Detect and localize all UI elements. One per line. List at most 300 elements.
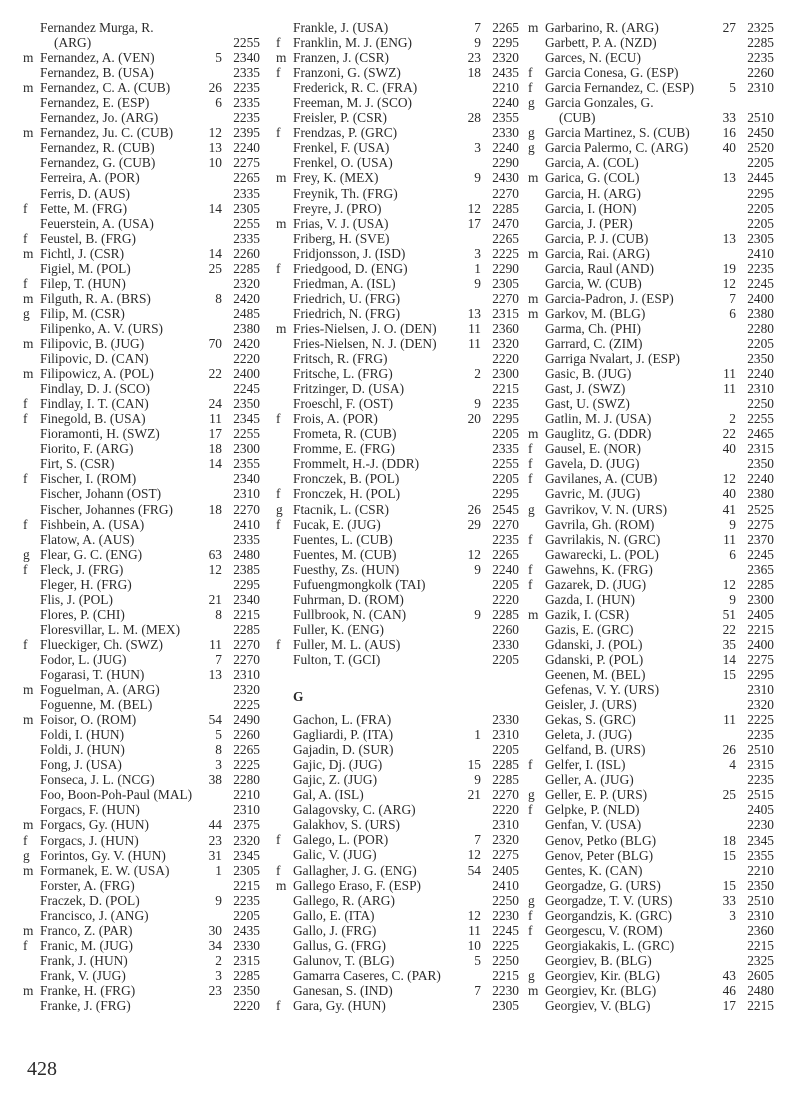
player-name: Geller, E. P. (URS) <box>545 787 648 803</box>
player-name: Gelfer, I. (ISL) <box>545 757 626 773</box>
player-name: Garcia, P. J. (CUB) <box>545 230 649 246</box>
list-item <box>276 637 519 652</box>
title-marker: f <box>528 757 533 773</box>
list-item <box>276 607 519 622</box>
rating-value: 2225 <box>233 757 260 773</box>
player-name: Friedrich, U. (FRG) <box>293 290 401 306</box>
rating-value: 2335 <box>492 441 519 457</box>
games-count: 3 <box>729 907 736 923</box>
games-count: 9 <box>474 606 481 622</box>
list-item <box>23 787 260 802</box>
list-item <box>528 426 774 441</box>
list-item <box>528 878 774 893</box>
list-item <box>528 125 774 140</box>
rating-value: 2330 <box>492 712 519 728</box>
rating-value: 2320 <box>233 832 260 848</box>
player-name: Fromme, E. (FRG) <box>293 441 395 457</box>
list-item <box>23 802 260 817</box>
title-marker: f <box>23 411 28 427</box>
rating-value: 2270 <box>233 651 260 667</box>
list-item <box>23 592 260 607</box>
games-count: 12 <box>722 576 736 592</box>
player-name: Filipowicz, A. (POL) <box>40 366 154 382</box>
list-item <box>276 261 519 276</box>
rating-value: 2255 <box>233 426 260 442</box>
title-marker: m <box>23 290 34 306</box>
player-name: Firt, S. (CSR) <box>40 456 115 472</box>
player-name: Gallus, G. (FRG) <box>293 937 386 953</box>
rating-value: 2310 <box>747 381 774 397</box>
rating-value: 2285 <box>492 757 519 773</box>
list-item <box>528 231 774 246</box>
rating-value: 2255 <box>233 35 260 51</box>
list-item <box>528 787 774 802</box>
games-count: 26 <box>208 80 222 96</box>
rating-value: 2355 <box>492 110 519 126</box>
list-item <box>276 517 519 532</box>
rating-value: 2215 <box>747 621 774 637</box>
list-item <box>528 953 774 968</box>
games-count: 9 <box>474 772 481 788</box>
games-count: 1 <box>215 862 222 878</box>
list-item <box>528 712 774 727</box>
rating-value: 2285 <box>492 200 519 216</box>
list-item <box>276 893 519 908</box>
list-item <box>528 622 774 637</box>
rating-value: 2435 <box>492 65 519 81</box>
player-name: Franco, Z. (PAR) <box>40 922 133 938</box>
list-item <box>528 321 774 336</box>
title-marker: m <box>528 305 539 321</box>
title-marker: f <box>528 561 533 577</box>
games-count: 11 <box>723 531 736 547</box>
player-name: Garriga Nvalart, J. (ESP) <box>545 351 680 367</box>
rating-value: 2230 <box>492 982 519 998</box>
games-count: 41 <box>722 501 736 517</box>
player-name: Garcia, I. (HON) <box>545 200 637 216</box>
list-item <box>528 201 774 216</box>
list-item <box>276 953 519 968</box>
player-name: Fernandez Murga, R. <box>40 20 154 35</box>
title-marker: f <box>23 230 28 246</box>
player-name: Gallagher, J. G. (ENG) <box>293 862 417 878</box>
list-item <box>23 893 260 908</box>
player-name: Frias, V. J. (USA) <box>293 215 389 231</box>
title-marker: f <box>23 275 28 291</box>
player-name: Garcia, H. (ARG) <box>545 185 641 201</box>
rating-value: 2265 <box>233 170 260 186</box>
rating-value: 2305 <box>233 200 260 216</box>
list-item <box>23 20 260 35</box>
rating-value: 2515 <box>747 787 774 803</box>
rating-value: 2295 <box>492 486 519 502</box>
list-item <box>276 321 519 336</box>
games-count: 38 <box>208 772 222 788</box>
rating-value: 2295 <box>747 667 774 683</box>
list-item <box>528 938 774 953</box>
rating-value: 2285 <box>747 35 774 51</box>
rating-value: 2335 <box>233 230 260 246</box>
rating-value: 2510 <box>747 892 774 908</box>
player-name: Galakhov, S. (URS) <box>293 817 400 833</box>
rating-value: 2370 <box>747 531 774 547</box>
list-item <box>23 246 260 261</box>
player-name: Garcia, Raul (AND) <box>545 260 654 276</box>
title-marker: g <box>528 787 535 803</box>
games-count: 27 <box>722 20 736 35</box>
games-count: 7 <box>474 832 481 848</box>
list-item <box>528 502 774 517</box>
rating-value: 2260 <box>492 621 519 637</box>
list-item <box>528 562 774 577</box>
games-count: 12 <box>467 546 481 562</box>
list-item <box>528 547 774 562</box>
player-name: Fraczek, D. (POL) <box>40 892 140 908</box>
list-item <box>276 652 519 667</box>
rating-value: 2400 <box>747 290 774 306</box>
title-marker: f <box>23 636 28 652</box>
player-name: Figiel, M. (POL) <box>40 260 131 276</box>
list-item <box>276 366 519 381</box>
list-item <box>528 577 774 592</box>
rating-value: 2340 <box>233 591 260 607</box>
list-item <box>276 351 519 366</box>
list-item <box>528 35 774 50</box>
list-item <box>528 802 774 817</box>
rating-value: 2320 <box>492 832 519 848</box>
rating-value: 2335 <box>233 531 260 547</box>
list-item <box>276 817 519 832</box>
list-item <box>528 336 774 351</box>
games-count: 20 <box>467 411 481 427</box>
rating-value: 2255 <box>492 456 519 472</box>
player-name: (CUB) <box>559 110 596 126</box>
title-marker: f <box>23 832 28 848</box>
list-item <box>528 486 774 501</box>
rating-value: 2215 <box>233 877 260 893</box>
rating-value: 2510 <box>747 110 774 126</box>
list-item <box>276 622 519 637</box>
games-count: 11 <box>723 381 736 397</box>
rating-value: 2320 <box>747 697 774 713</box>
rating-value: 2215 <box>492 381 519 397</box>
title-marker: m <box>528 606 539 622</box>
title-marker: f <box>528 531 533 547</box>
player-name: Gdanski, J. (POL) <box>545 636 643 652</box>
games-count: 1 <box>474 260 481 276</box>
player-name: Frank, V. (JUG) <box>40 967 126 983</box>
rating-value: 2240 <box>233 140 260 156</box>
list-item <box>23 833 260 848</box>
rating-value: 2285 <box>747 576 774 592</box>
title-marker: f <box>528 576 533 592</box>
rating-value: 2240 <box>492 95 519 111</box>
player-name: Fries-Nielsen, J. O. (DEN) <box>293 320 437 336</box>
list-item <box>23 441 260 456</box>
list-item <box>23 456 260 471</box>
rating-value: 2410 <box>233 516 260 532</box>
list-item <box>276 787 519 802</box>
rating-value: 2510 <box>747 742 774 758</box>
rating-value: 2245 <box>747 275 774 291</box>
rating-value: 2220 <box>492 351 519 367</box>
player-name: Flueckiger, Ch. (SWZ) <box>40 636 163 652</box>
rating-value: 2210 <box>492 80 519 96</box>
title-marker: f <box>276 862 281 878</box>
player-name: Gazarek, D. (JUG) <box>545 576 647 592</box>
rating-value: 2210 <box>233 787 260 803</box>
player-name: Ferris, D. (AUS) <box>40 185 131 201</box>
player-name: Fuentes, L. (CUB) <box>293 531 393 547</box>
title-marker: m <box>23 712 34 728</box>
player-name: Garcia, Rai. (ARG) <box>545 245 650 261</box>
rating-value: 2280 <box>233 772 260 788</box>
title-marker: g <box>528 125 535 141</box>
player-name: Fuesthy, Zs. (HUN) <box>293 561 400 577</box>
title-marker: g <box>528 967 535 983</box>
games-count: 31 <box>208 847 222 863</box>
games-count: 15 <box>722 877 736 893</box>
player-name: (ARG) <box>54 35 92 51</box>
player-name: Filipovic, D. (CAN) <box>40 351 149 367</box>
list-item <box>23 291 260 306</box>
rating-value: 2205 <box>492 471 519 487</box>
list-item <box>276 802 519 817</box>
list-item <box>276 878 519 893</box>
player-name: Foldi, I. (HUN) <box>40 727 125 743</box>
games-count: 6 <box>729 546 736 562</box>
list-item <box>276 712 519 727</box>
list-item <box>528 366 774 381</box>
player-name: Gelpke, P. (NLD) <box>545 802 640 818</box>
title-marker: m <box>23 50 34 66</box>
games-count: 12 <box>722 275 736 291</box>
rating-value: 2205 <box>747 335 774 351</box>
player-name: Fischer, I. (ROM) <box>40 471 137 487</box>
rating-value: 2235 <box>492 396 519 412</box>
player-name: Fodor, L. (JUG) <box>40 651 127 667</box>
rating-value: 2240 <box>747 471 774 487</box>
games-count: 18 <box>208 501 222 517</box>
player-name: Gekas, S. (GRC) <box>545 712 636 728</box>
list-item <box>528 667 774 682</box>
list-item <box>23 547 260 562</box>
rating-value: 2335 <box>233 95 260 111</box>
title-marker: f <box>528 922 533 938</box>
rating-value: 2240 <box>747 366 774 382</box>
player-name: Georgiev, B. (BLG) <box>545 952 652 968</box>
games-count: 11 <box>468 922 481 938</box>
list-item <box>23 742 260 757</box>
list-item <box>276 306 519 321</box>
rating-value: 2205 <box>492 576 519 592</box>
player-name: Gavela, D. (JUG) <box>545 456 640 472</box>
player-name: Fritzinger, D. (USA) <box>293 381 405 397</box>
games-count: 54 <box>208 712 222 728</box>
player-name: Galagovsky, C. (ARG) <box>293 802 416 818</box>
rating-value: 2315 <box>233 952 260 968</box>
games-count: 2 <box>474 366 481 382</box>
player-name: Finegold, B. (USA) <box>40 411 146 427</box>
list-item <box>23 817 260 832</box>
player-name: Frometa, R. (CUB) <box>293 426 397 442</box>
player-name: Fuentes, M. (CUB) <box>293 546 397 562</box>
games-count: 11 <box>468 320 481 336</box>
list-item <box>276 456 519 471</box>
list-item <box>23 532 260 547</box>
rating-value: 2270 <box>492 185 519 201</box>
player-name: Franic, M. (JUG) <box>40 937 133 953</box>
list-item <box>23 848 260 863</box>
list-item <box>528 983 774 998</box>
games-count: 29 <box>467 516 481 532</box>
rating-value: 2320 <box>492 50 519 66</box>
list-item <box>23 125 260 140</box>
player-name: Fernandez, Ju. C. (CUB) <box>40 125 174 141</box>
games-count: 17 <box>467 215 481 231</box>
games-count: 51 <box>722 606 736 622</box>
games-count: 11 <box>723 712 736 728</box>
list-item <box>276 742 519 757</box>
title-marker: f <box>528 907 533 923</box>
rating-value: 2445 <box>747 170 774 186</box>
rating-value: 2485 <box>233 305 260 321</box>
list-item <box>23 231 260 246</box>
list-item <box>276 20 519 35</box>
list-item <box>23 306 260 321</box>
player-name: Fernandez, G. (CUB) <box>40 155 156 171</box>
games-count: 9 <box>729 516 736 532</box>
list-item <box>23 652 260 667</box>
player-name: Gajic, Dj. (JUG) <box>293 757 383 773</box>
list-item <box>276 547 519 562</box>
player-name: Gawehns, K. (FRG) <box>545 561 653 577</box>
list-item <box>528 471 774 486</box>
list-item <box>23 727 260 742</box>
list-item <box>23 321 260 336</box>
player-name: Filipovic, B. (JUG) <box>40 335 145 351</box>
title-marker: f <box>528 80 533 96</box>
games-count: 22 <box>722 426 736 442</box>
rating-value: 2275 <box>747 516 774 532</box>
rating-value: 2295 <box>747 185 774 201</box>
player-name: Gazda, I. (HUN) <box>545 591 635 607</box>
rating-value: 2545 <box>492 501 519 517</box>
games-count: 6 <box>215 95 222 111</box>
games-count: 18 <box>208 441 222 457</box>
rating-value: 2355 <box>747 847 774 863</box>
rating-value: 2450 <box>747 125 774 141</box>
games-count: 3 <box>215 967 222 983</box>
list-item <box>528 697 774 712</box>
games-count: 14 <box>208 245 222 261</box>
list-item <box>276 216 519 231</box>
rating-value: 2205 <box>492 742 519 758</box>
games-count: 2 <box>215 952 222 968</box>
rating-value: 2235 <box>233 110 260 126</box>
list-item <box>23 622 260 637</box>
player-name: Fernandez, A. (VEN) <box>40 50 155 66</box>
player-name: Fullbrook, N. (CAN) <box>293 606 407 622</box>
list-item <box>23 261 260 276</box>
games-count: 43 <box>722 967 736 983</box>
games-count: 54 <box>467 862 481 878</box>
rating-value: 2315 <box>492 305 519 321</box>
games-count: 6 <box>729 305 736 321</box>
games-count: 9 <box>215 892 222 908</box>
games-count: 4 <box>729 757 736 773</box>
list-item <box>276 140 519 155</box>
player-name: Fogarasi, T. (HUN) <box>40 667 145 683</box>
player-name: Findlay, D. J. (SCO) <box>40 381 150 397</box>
player-name: Frommelt, H.-J. (DDR) <box>293 456 420 472</box>
player-name: Gavrila, Gh. (ROM) <box>545 516 655 532</box>
rating-value: 2300 <box>492 366 519 382</box>
player-name: Floresvillar, L. M. (MEX) <box>40 621 181 637</box>
player-name: Garcia, A. (COL) <box>545 155 639 171</box>
list-item <box>23 908 260 923</box>
games-count: 9 <box>474 170 481 186</box>
games-count: 12 <box>467 847 481 863</box>
player-name: Forgacs, Gy. (HUN) <box>40 817 149 833</box>
player-name: Garcia Fernandez, C. (ESP) <box>545 80 695 96</box>
list-item <box>528 893 774 908</box>
list-item <box>528 155 774 170</box>
rating-value: 2480 <box>233 546 260 562</box>
list-item <box>276 95 519 110</box>
rating-value: 2210 <box>747 862 774 878</box>
rating-value: 2265 <box>492 20 519 35</box>
rating-value: 2250 <box>492 892 519 908</box>
rating-value: 2275 <box>747 651 774 667</box>
list-item <box>276 246 519 261</box>
player-name: Fries-Nielsen, N. J. (DEN) <box>293 335 437 351</box>
games-count: 7 <box>215 651 222 667</box>
list-item <box>23 607 260 622</box>
rating-value: 2410 <box>747 245 774 261</box>
games-count: 21 <box>208 591 222 607</box>
rating-value: 2300 <box>233 441 260 457</box>
list-item <box>528 682 774 697</box>
player-name: Garcia Martinez, S. (CUB) <box>545 125 690 141</box>
rating-value: 2255 <box>233 215 260 231</box>
player-name: Georgiev, Kir. (BLG) <box>545 967 660 983</box>
rating-value: 2355 <box>233 456 260 472</box>
rating-value: 2285 <box>492 606 519 622</box>
title-marker: m <box>528 426 539 442</box>
rating-value: 2305 <box>747 230 774 246</box>
list-item <box>23 757 260 772</box>
player-name: Geller, A. (JUG) <box>545 772 634 788</box>
rating-value: 2225 <box>492 245 519 261</box>
player-name: Genfan, V. (USA) <box>545 817 642 833</box>
player-name: Garcia, W. (CUB) <box>545 275 642 291</box>
games-count: 9 <box>474 561 481 577</box>
player-name: Fritsche, L. (FRG) <box>293 366 393 382</box>
player-name: Georgadze, G. (URS) <box>545 877 661 893</box>
rating-value: 2285 <box>233 621 260 637</box>
rating-value: 2265 <box>492 546 519 562</box>
player-name: Fischer, Johannes (FRG) <box>40 501 173 517</box>
list-item <box>23 155 260 170</box>
player-name: Gazik, I. (CSR) <box>545 606 630 622</box>
list-item <box>23 381 260 396</box>
rating-value: 2345 <box>747 832 774 848</box>
player-name: Fischer, Johann (OST) <box>40 486 162 502</box>
rating-value: 2215 <box>492 967 519 983</box>
player-name: Freeman, M. J. (SCO) <box>293 95 413 111</box>
player-name: Filip, M. (CSR) <box>40 305 125 321</box>
